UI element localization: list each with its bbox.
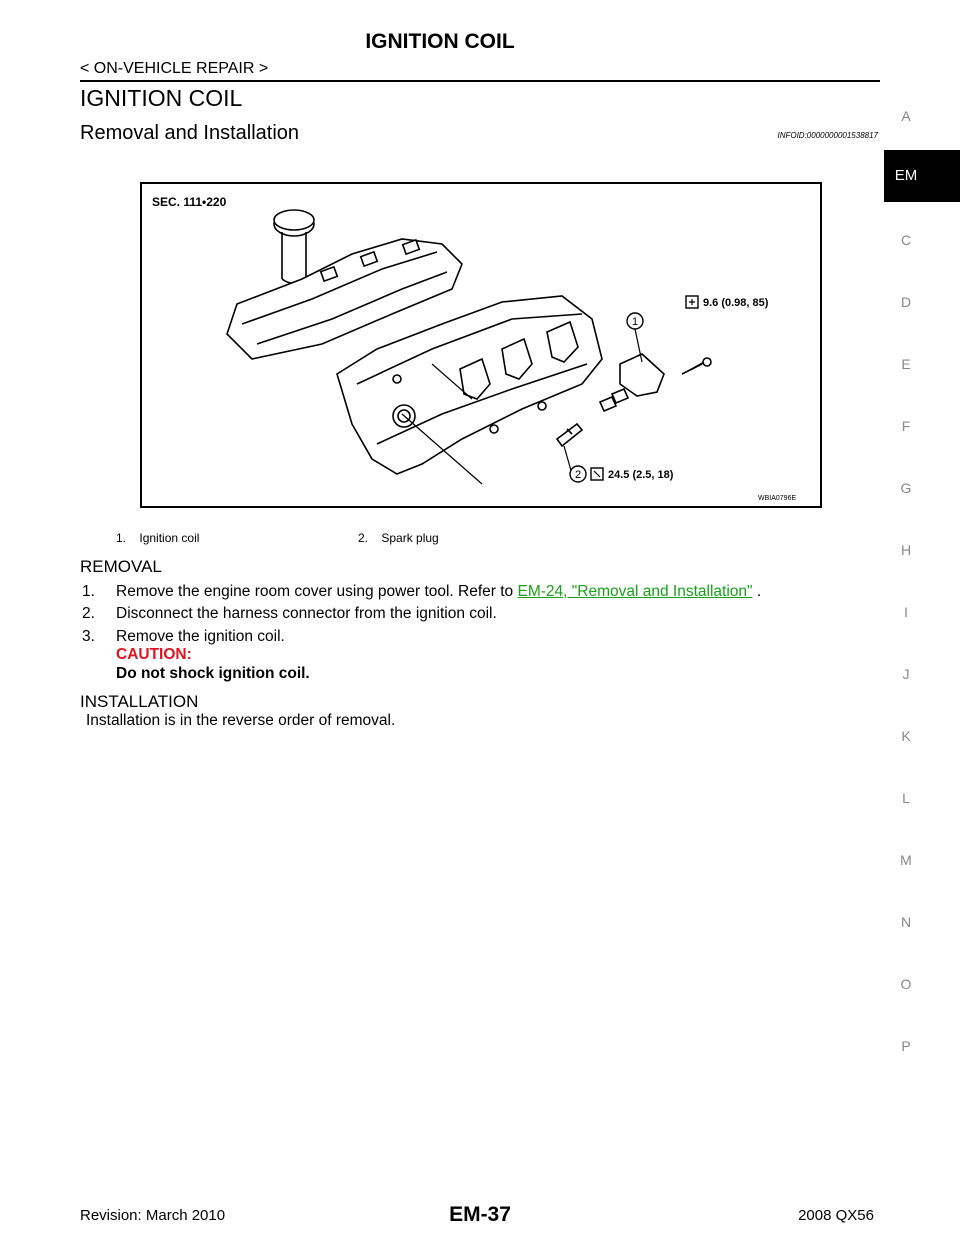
section-tab-m[interactable]: M — [900, 852, 912, 868]
oil-cap-drawing — [274, 210, 314, 284]
step-text: Remove the engine room cover using power tool. Refer to EM-24, "Removal and Installation" . — [116, 583, 762, 600]
removal-step-1 — [82, 583, 842, 603]
callout-2 — [570, 466, 586, 482]
legend-item-ignition-coil — [116, 531, 199, 545]
legend-number: 2. — [358, 531, 369, 545]
footer-page-number: EM-37 — [449, 1203, 511, 1226]
torque-socket-icon — [591, 468, 603, 480]
torque-value-1: 9.6 (0.98, 85) — [703, 297, 769, 309]
torque-wrench-icon — [686, 296, 698, 308]
section-breadcrumb: < ON-VEHICLE REPAIR > — [80, 60, 269, 77]
figure-sec-label: SEC. 111•220 — [152, 195, 227, 209]
header-divider — [80, 80, 880, 82]
legend-label: Spark plug — [381, 531, 439, 545]
caution-text: Do not shock ignition coil. — [116, 665, 310, 682]
legend-label: Ignition coil — [139, 531, 200, 545]
svg-text:1: 1 — [631, 316, 639, 328]
section-tab-h[interactable]: H — [900, 542, 912, 558]
section-tab-g[interactable]: G — [900, 480, 912, 496]
step-number: 2. — [82, 605, 95, 622]
legend-item-spark-plug — [358, 531, 439, 545]
step-text: Remove the ignition coil. — [116, 628, 285, 645]
legend-number: 1. — [116, 531, 127, 545]
step-number: 3. — [82, 628, 95, 645]
footer-revision: Revision: March 2010 — [80, 1207, 226, 1224]
torque-value-2: 24.5 (2.5, 18) — [608, 469, 674, 481]
section-tab-j[interactable]: J — [902, 666, 910, 682]
section-tab-a[interactable]: A — [901, 108, 911, 124]
section-tab-l[interactable]: L — [902, 790, 910, 806]
svg-text:2: 2 — [574, 469, 582, 481]
installation-text: Installation is in the reverse order of removal. — [86, 712, 396, 729]
callout-1 — [627, 313, 643, 329]
footer-model: 2008 QX56 — [798, 1207, 874, 1224]
spark-plug-drawing — [557, 424, 582, 446]
section-tab-d[interactable]: D — [900, 294, 912, 310]
section-tab-k[interactable]: K — [901, 728, 911, 744]
section-tab-p[interactable]: P — [901, 1038, 911, 1054]
reference-link[interactable]: EM-24, "Removal and Installation" — [517, 583, 753, 600]
step-number: 1. — [82, 583, 95, 600]
info-id: INFOID:0000000001538817 — [777, 131, 878, 140]
section-tab-n[interactable]: N — [900, 914, 912, 930]
section-tab-o[interactable]: O — [900, 976, 912, 992]
step-text: Disconnect the harness connector from the ignition coil. — [116, 605, 497, 622]
figure-code: WBIA0796E — [758, 495, 797, 502]
section-tab-c[interactable]: C — [900, 232, 912, 248]
section-tab-em[interactable] — [884, 150, 960, 202]
installation-heading: INSTALLATION — [80, 692, 199, 711]
removal-step-3 — [82, 628, 842, 648]
subsection-title: Removal and Installation — [80, 122, 300, 144]
section-title: IGNITION COIL — [80, 85, 243, 111]
ignition-coil-figure — [140, 182, 822, 508]
page-header-title: IGNITION COIL — [365, 30, 515, 53]
section-tab-label: EM — [894, 167, 918, 184]
caution-label: CAUTION: — [116, 646, 192, 663]
removal-step-2 — [82, 605, 842, 625]
figure-drawing — [142, 184, 824, 510]
ignition-coil-drawing — [600, 354, 711, 411]
section-tab-e[interactable]: E — [901, 356, 911, 372]
removal-heading: REMOVAL — [80, 557, 162, 576]
section-tab-i[interactable]: I — [904, 604, 908, 620]
section-tab-f[interactable]: F — [901, 418, 911, 434]
